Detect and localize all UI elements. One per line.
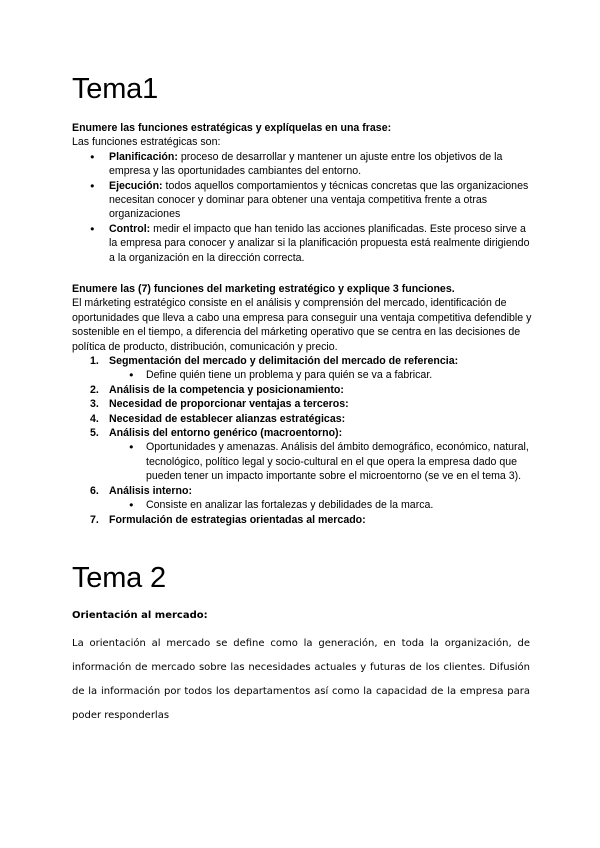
list-item bbox=[72, 484, 532, 513]
item-number: 7. bbox=[90, 513, 99, 526]
function-term: Planificación: bbox=[109, 150, 178, 163]
function-text: proceso de desarrollar y mantener un ajuste entre los objetivos de la empresa y las oportunidades cambiantes del entorno. bbox=[109, 150, 503, 178]
list-item bbox=[72, 412, 532, 426]
sub-list bbox=[109, 498, 532, 512]
item-number: 1. bbox=[90, 355, 99, 368]
item-number: 4. bbox=[90, 412, 99, 425]
list-item bbox=[72, 150, 532, 179]
item-number: 2. bbox=[90, 383, 99, 396]
list-item bbox=[72, 426, 532, 484]
tema1-title: Tema1 bbox=[72, 73, 159, 105]
functions-intro: Las funciones estratégicas son: bbox=[72, 136, 221, 149]
sub-item: ● Define quién tiene un problema y para quién se va a fabricar. bbox=[109, 368, 532, 382]
sub-item: ● Oportunidades y amenazas. Análisis del ámbito demográfico, económico, natural, tecnológico, político legal y socio-cultural en el que opera la empresa dado que pueden tener un impacto importante sobre el microentorno (se ve en el tema 3). bbox=[109, 440, 532, 483]
list-item bbox=[72, 383, 532, 397]
question-strategic-functions: Enumere las funciones estratégicas y explíquelas en una frase: bbox=[72, 122, 392, 134]
list-item bbox=[72, 179, 532, 222]
tema2-title: Tema 2 bbox=[72, 562, 166, 594]
item-title: Formulación de estrategias orientadas al mercado: bbox=[109, 513, 366, 526]
tema1-section-marketing bbox=[72, 282, 532, 527]
item-number: 3. bbox=[90, 398, 99, 411]
question-marketing-functions: Enumere las (7) funciones del marketing estratégico y explique 3 funciones. bbox=[72, 283, 455, 295]
function-term: Ejecución: bbox=[109, 179, 163, 192]
sub-item: ● Consiste en analizar las fortalezas y debilidades de la marca. bbox=[109, 498, 532, 512]
item-title: Segmentación del mercado y delimitación del mercado de referencia: bbox=[109, 355, 459, 368]
list-item bbox=[72, 397, 532, 411]
function-term: Control: bbox=[109, 222, 151, 235]
sub-list bbox=[109, 440, 532, 483]
item-title: Análisis del entorno genérico (macroentorno): bbox=[109, 427, 343, 440]
list-item bbox=[72, 513, 532, 527]
question-market-orientation: Orientación al mercado: bbox=[72, 610, 208, 621]
strategic-functions-list bbox=[72, 150, 532, 265]
item-number: 5. bbox=[90, 427, 99, 440]
tema2-section bbox=[72, 604, 530, 728]
market-orientation-paragraph: La orientación al mercado se define como la generación, en toda la organización, de información de mercado sobre las necesidades actuales y futuras de los clientes. Difusión de la información por todos los departamentos así como la capacidad de la empresa para poder responderlas bbox=[72, 638, 530, 721]
item-title: Análisis interno: bbox=[109, 484, 192, 497]
marketing-paragraph: El márketing estratégico consiste en el análisis y comprensión del mercado, identificación de oportunidades que lleva a cabo una empresa para conseguir una ventaja competitiva defendible y sostenible en el tiempo, a diferencia del márketing operativo que se centra en las decisiones de política de producto, distribución, comunicación y precio. bbox=[72, 297, 532, 353]
list-item bbox=[72, 222, 532, 265]
sub-list bbox=[109, 368, 532, 382]
item-title: Análisis de la competencia y posicionamiento: bbox=[109, 383, 344, 396]
item-title: Necesidad de establecer alianzas estratégicas: bbox=[109, 412, 346, 425]
function-text: medir el impacto que han tenido las acciones planificadas. Este proceso sirve a la empresa para conocer y analizar si la planificación propuesta está realmente dirigiendo a la organización en la dirección correcta. bbox=[109, 222, 530, 264]
item-title: Necesidad de proporcionar ventajas a terceros: bbox=[109, 398, 349, 411]
function-text: todos aquellos comportamientos y técnicas concretas que las organizaciones necesitan conocer y dominar para obtener una ventaja competitiva frente a otras organizaciones bbox=[109, 179, 529, 221]
marketing-functions-list bbox=[72, 354, 532, 527]
list-item bbox=[72, 354, 532, 383]
item-number: 6. bbox=[90, 484, 99, 497]
tema1-section-functions bbox=[72, 121, 532, 265]
